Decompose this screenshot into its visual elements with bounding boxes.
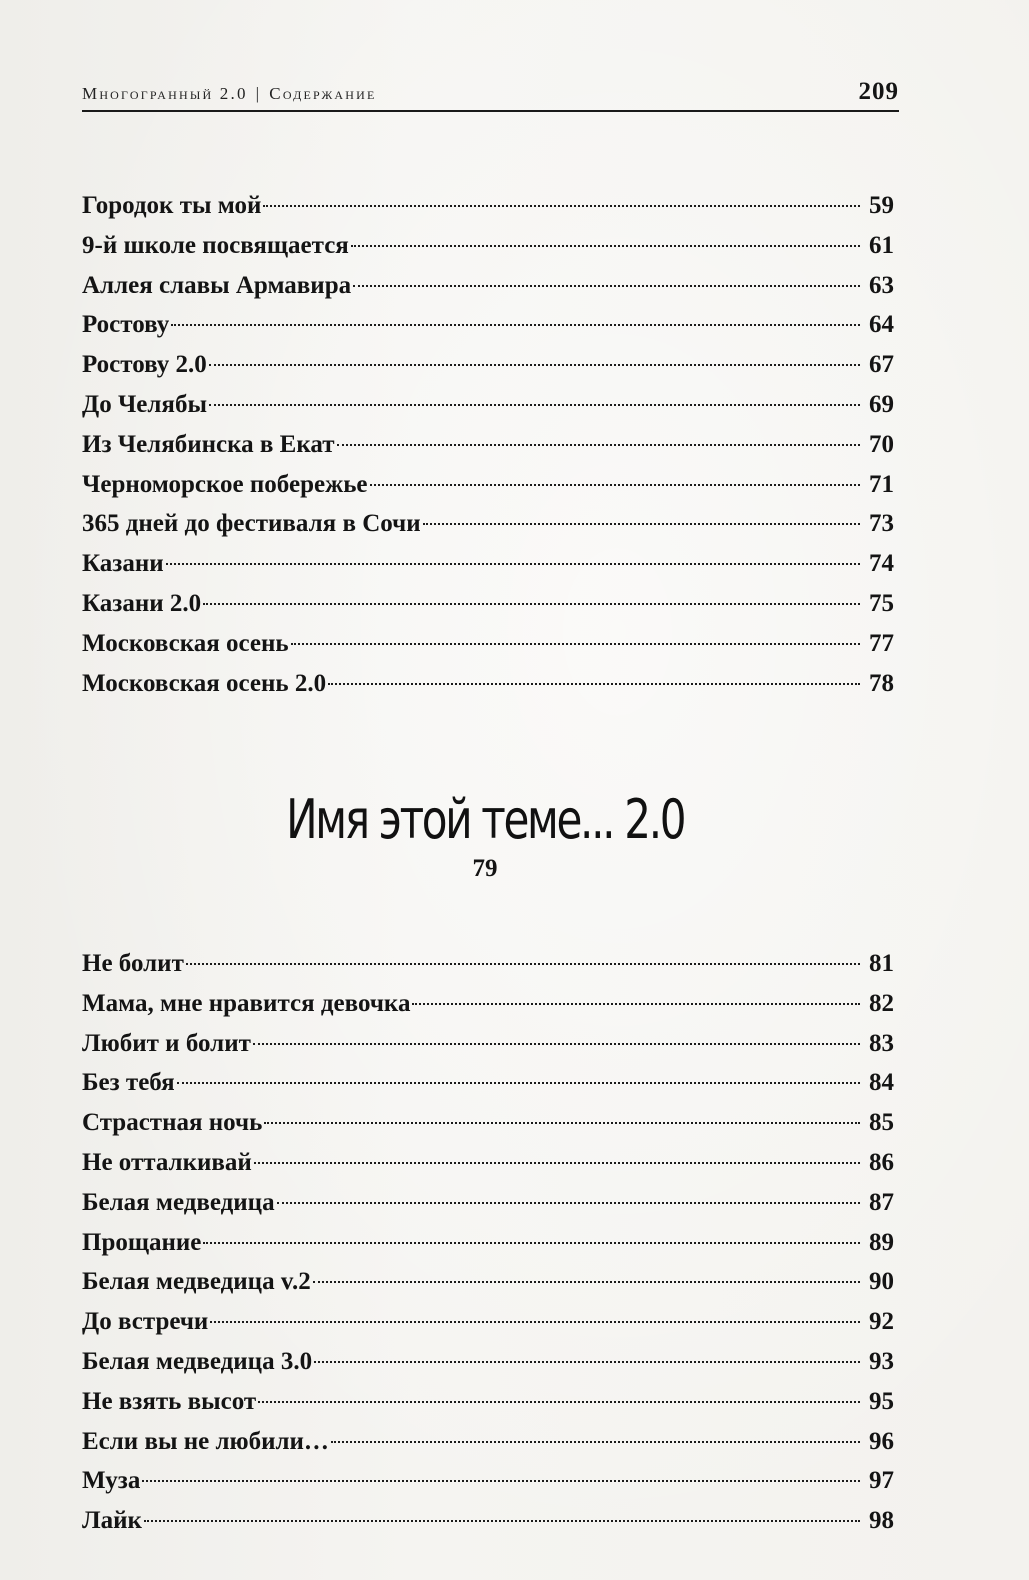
toc-entry-page: 89 [869,1228,894,1256]
toc-leader-dots [166,562,860,565]
toc-entry-title: Муза [82,1467,141,1495]
toc-entry-page: 96 [869,1427,894,1455]
toc-entry-title: Аллея славы Армавира [82,271,352,299]
toc-entry-page: 83 [869,1029,894,1057]
toc-entry-title: 9-й школе посвящается [82,231,349,259]
toc-entry-title: Не болит [82,950,184,977]
toc-entry-title: Белая медведица [82,1188,275,1216]
toc-entry [82,1103,894,1143]
toc-entry-page: 84 [869,1069,894,1097]
toc-leader-dots [171,323,860,326]
toc-entry [82,664,894,704]
toc-leader-dots [253,1042,860,1045]
toc-leader-dots [203,1241,860,1244]
toc-entry [82,1461,894,1501]
toc-entry-title: Если вы не любили… [82,1427,329,1455]
toc-entry-page: 74 [869,550,894,578]
toc-entry-page: 61 [869,231,894,259]
toc-entry [82,624,894,664]
toc-entry [82,1024,894,1064]
toc-entry-title: Мама, мне нравится девочка [82,989,411,1017]
toc-leader-dots [258,1400,860,1403]
toc-entry [82,1302,894,1342]
toc-entry-title: Казани [82,550,164,578]
toc-leader-dots [351,244,860,247]
toc-entry-page: 93 [869,1347,894,1375]
toc-entry-page: 64 [869,311,894,339]
toc-entry-title: Из Челябинска в Екат [82,430,335,458]
toc-entry [82,1183,894,1223]
toc-leader-dots [186,962,860,965]
toc-leader-dots [144,1519,860,1522]
toc-entry [82,1063,894,1103]
toc-entry-title: Московская осень 2.0 [82,669,327,697]
toc-entry [82,1422,894,1462]
toc-entry-title: Черноморское побережье [82,470,368,498]
toc-entry-title: Любит и болит [82,1029,251,1057]
toc-entry-page: 70 [869,430,894,458]
toc-entry [82,1223,894,1263]
toc-entry-title: Без тебя [82,1069,175,1097]
toc-leader-dots [264,1121,860,1124]
toc-entry [82,544,894,584]
toc-leader-dots [313,1280,860,1283]
toc-leader-dots [328,682,860,685]
running-head [82,64,899,112]
toc-entry-title: Не взять высот [82,1387,257,1415]
toc-entry-page: 90 [869,1268,894,1296]
toc-entry-page: 97 [869,1467,894,1495]
toc-entry [82,186,894,226]
toc-leader-dots [210,1320,860,1323]
toc-entry [82,425,894,465]
toc-entry-page: 69 [869,390,894,418]
toc-leader-dots [209,363,860,366]
toc-entry-page: 59 [869,192,894,219]
section-heading [0,788,970,883]
toc-entry [82,1501,894,1541]
toc-leader-dots [254,1161,860,1164]
toc-entry [82,504,894,544]
toc-entry-title: Белая медведица v.2 [82,1268,311,1296]
toc-entry-title: Прощание [82,1228,202,1256]
toc-entry-page: 77 [869,629,894,657]
toc-entry [82,1382,894,1422]
toc-leader-dots [291,642,860,645]
toc-entry [82,385,894,425]
section-title: Имя этой теме... 2.0 [285,788,685,851]
toc-entry [82,465,894,505]
toc-entry [82,984,894,1024]
toc-leader-dots [209,403,860,406]
toc-entry-title: До Челябы [82,390,207,418]
toc-leader-dots [337,443,860,446]
toc-entry-page: 75 [869,589,894,617]
book-title: Многогранный 2.0 [82,84,248,103]
toc-entry-title: Ростову 2.0 [82,351,207,379]
toc-entry [82,266,894,306]
toc-leader-dots [203,602,860,605]
toc-leader-dots [314,1360,860,1363]
toc-leader-dots [370,483,860,486]
toc-entry-page: 71 [869,470,894,498]
toc-entry-title: Московская осень [82,629,289,657]
toc-list-1 [82,186,894,703]
toc-entry-title: Ростову [82,311,170,339]
toc-entry-page: 73 [869,510,894,538]
running-head-title [82,84,377,104]
toc-leader-dots [412,1002,860,1005]
toc-entry [82,584,894,624]
toc-leader-dots [263,204,860,207]
toc-entry-title: Страстная ночь [82,1109,263,1137]
toc-entry-title: Казани 2.0 [82,589,202,617]
toc-entry-page: 63 [869,271,894,299]
toc-entry-page: 86 [869,1148,894,1176]
section-name: Содержание [269,84,377,103]
toc-leader-dots [142,1479,860,1482]
toc-entry-page: 81 [869,950,894,977]
running-head-separator: | [255,84,262,103]
toc-entry-page: 67 [869,351,894,379]
toc-entry-page: 87 [869,1188,894,1216]
toc-entry-page: 95 [869,1387,894,1415]
toc-entry-title: Лайк [82,1507,142,1535]
toc-leader-dots [353,284,860,287]
toc-entry-page: 92 [869,1308,894,1336]
toc-entry [82,1342,894,1382]
toc-entry [82,1262,894,1302]
toc-leader-dots [277,1201,860,1204]
toc-entry-title: Не отталкивай [82,1148,252,1176]
toc-leader-dots [177,1081,860,1084]
toc-entry [82,226,894,266]
toc-entry [82,1143,894,1183]
toc-entry-page: 78 [869,669,894,697]
toc-leader-dots [423,522,860,525]
toc-leader-dots [331,1440,860,1443]
toc-part-1 [82,186,894,703]
section-page-number: 79 [472,855,498,882]
toc-entry [82,345,894,385]
toc-list-2 [82,944,894,1541]
toc-entry-title: До встречи [82,1308,209,1336]
toc-entry-title: Городок ты мой [82,192,262,219]
toc-entry-title: 365 дней до фестиваля в Сочи [82,510,421,538]
toc-entry [82,944,894,984]
toc-part-2 [82,944,894,1541]
toc-entry-title: Белая медведица 3.0 [82,1347,313,1375]
toc-entry-page: 85 [869,1109,894,1137]
toc-entry-page: 82 [869,989,894,1017]
toc-entry [82,305,894,345]
toc-entry-page: 98 [869,1507,894,1535]
page-number: 209 [858,78,899,105]
